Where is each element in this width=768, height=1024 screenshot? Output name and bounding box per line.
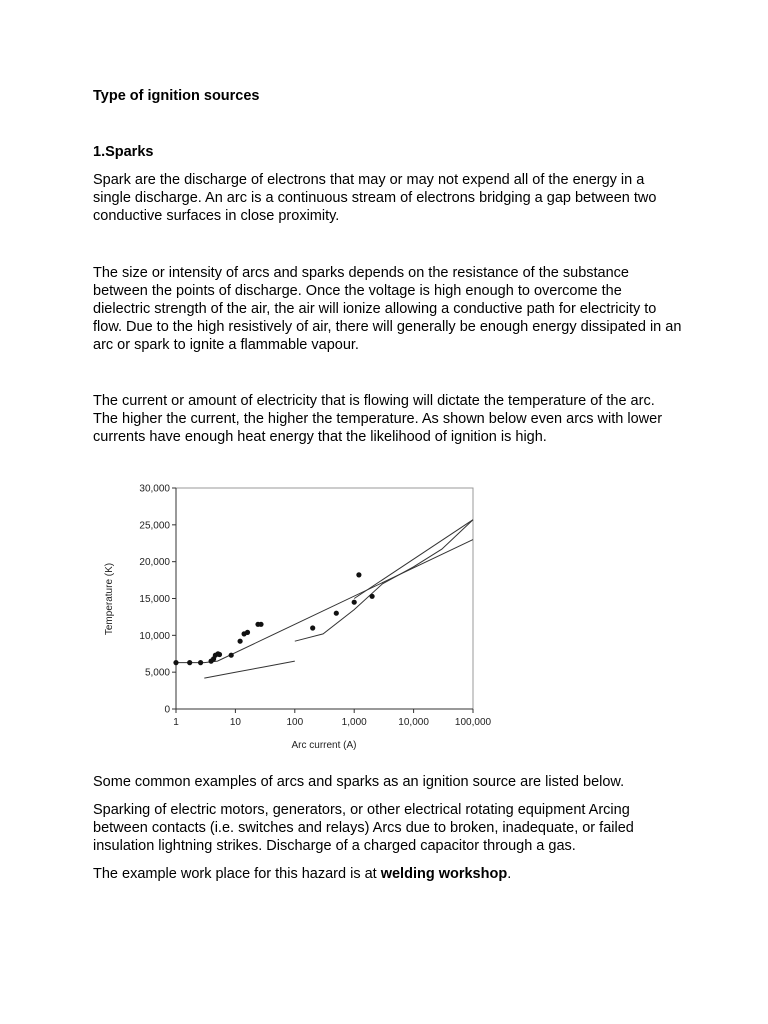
closing-prefix: The example work place for this hazard is at — [93, 866, 381, 882]
temperature-vs-arc-current-chart — [100, 476, 520, 756]
y-tick-label: 20,000 — [139, 557, 170, 569]
data-point — [229, 653, 234, 658]
x-tick-label: 100 — [286, 717, 304, 728]
y-axis-ticks — [139, 484, 176, 716]
paragraph: The current or amount of electricity that is flowing will dictate the temperature of the arc. The higher the current, the higher the temperature. As shown below even arcs with lower currents have enough heat energy that the likelihood of ignition is high. — [93, 393, 663, 445]
data-point — [356, 572, 361, 577]
data-point — [173, 660, 178, 665]
section-heading: 1.Sparks — [93, 144, 154, 160]
x-tick-label: 1,000 — [341, 717, 367, 728]
paragraph: Spark are the discharge of electrons that may or may not expend all of the energy in a single discharge. An arc is a continuous stream of electrons bridging a gap between two conductive surfaces in close proximity. — [93, 172, 657, 224]
data-points — [173, 572, 374, 665]
data-point — [187, 660, 192, 665]
y-tick-label: 30,000 — [139, 483, 170, 495]
y-tick-label: 15,000 — [139, 594, 170, 605]
y-axis-title: Temperature (K) — [104, 562, 115, 636]
data-point — [334, 611, 339, 616]
data-point — [245, 630, 250, 635]
data-point — [217, 652, 222, 657]
x-axis-ticks — [173, 709, 491, 728]
y-tick-label: 10,000 — [139, 630, 170, 642]
data-point — [198, 660, 203, 665]
data-point — [352, 600, 357, 605]
y-tick-label: 25,000 — [139, 520, 170, 532]
closing-suffix: . — [507, 866, 512, 882]
data-point — [370, 594, 375, 599]
y-tick-label: 0 — [164, 704, 170, 716]
y-tick-label: 5,000 — [144, 667, 170, 679]
paragraph: The size or intensity of arcs and sparks depends on the resistance of the substance between the points of discharge. Once the voltage is high enough to overcome the dielectric strength of the air, the air will ionize allowing a conductive path for electricity to flow. Due to the high resistively of air, there will generally be enough energy dissipated in an arc or spark to ignite a flammable vapour. — [93, 265, 682, 353]
chart-svg — [100, 476, 520, 756]
data-point — [238, 639, 243, 644]
data-point — [310, 625, 315, 630]
plot-frame — [176, 488, 473, 709]
workplace-name: welding workshop — [380, 866, 508, 882]
x-tick-label: 1 — [173, 717, 179, 728]
paragraph: Sparking of electric motors, generators, or other electrical rotating equipment Arcing between contacts (i.e. switches and relays) Arcs due to broken, inadequate, or failed insulation lightning strikes. Discharge of a charged capacitor through a gas. — [93, 802, 634, 854]
fit-line — [354, 520, 473, 599]
closing-line — [93, 865, 683, 883]
x-tick-label: 10,000 — [398, 717, 429, 728]
fit-line — [204, 661, 294, 678]
data-point — [258, 622, 263, 627]
x-axis-title: Arc current (A) — [291, 740, 357, 751]
x-tick-label: 10 — [229, 717, 241, 728]
document-title: Type of ignition sources — [93, 88, 260, 104]
paragraph: Some common examples of arcs and sparks as an ignition source are listed below. — [93, 774, 625, 790]
x-tick-label: 100,000 — [454, 717, 492, 728]
